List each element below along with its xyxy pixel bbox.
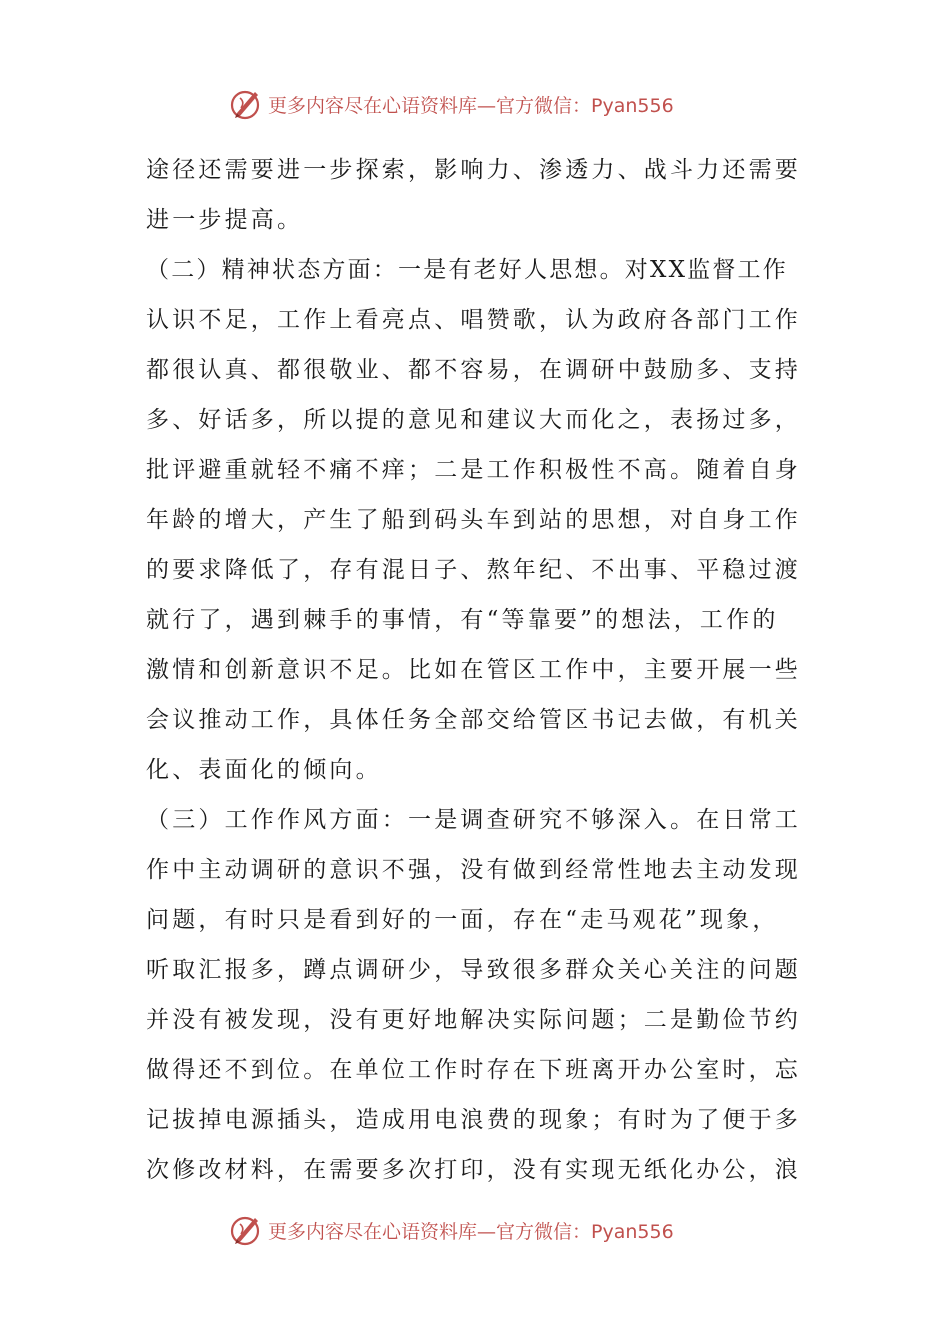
text-line: 会议推动工作，具体任务全部交给管区书记去做，有机关 <box>146 707 801 733</box>
banner-text-id: Pyan556 <box>591 94 674 117</box>
pen-logo-icon <box>228 86 264 122</box>
footer-watermark-banner <box>228 1210 748 1250</box>
banner-text-id: Pyan556 <box>591 1220 674 1243</box>
banner-text-cn: 更多内容尽在心语资料库—官方微信： <box>268 1220 592 1243</box>
text-line: 进一步提高。 <box>146 207 304 233</box>
text-line: 激情和创新意识不足。比如在管区工作中，主要开展一些 <box>146 657 801 683</box>
text-line: 问题，有时只是看到好的一面，存在“走马观花”现象， <box>146 907 779 933</box>
text-line: （二）精神状态方面：一是有老好人思想。对XX监督工作 <box>146 257 788 283</box>
text-line: 认识不足，工作上看亮点、唱赞歌，认为政府各部门工作 <box>146 307 801 333</box>
text-line: 化、表面化的倾向。 <box>146 757 382 783</box>
text-line: 次修改材料，在需要多次打印，没有实现无纸化办公，浪 <box>146 1157 801 1183</box>
text-line: 做得还不到位。在单位工作时存在下班离开办公室时，忘 <box>146 1057 801 1083</box>
banner-text <box>268 1217 674 1244</box>
text-line: 并没有被发现，没有更好地解决实际问题；二是勤俭节约 <box>146 1007 801 1033</box>
header-watermark-banner <box>228 84 748 124</box>
text-line: 都很认真、都很敬业、都不容易，在调研中鼓励多、支持 <box>146 357 801 383</box>
text-line: 就行了，遇到棘手的事情，有“等靠要”的想法，工作的 <box>146 607 779 633</box>
text-line: 作中主动调研的意识不强，没有做到经常性地去主动发现 <box>146 857 801 883</box>
text-line: 批评避重就轻不痛不痒；二是工作积极性不高。随着自身 <box>146 457 801 483</box>
text-line: 年龄的增大，产生了船到码头车到站的思想，对自身工作 <box>146 507 801 533</box>
banner-text <box>268 91 674 118</box>
text-line: 途径还需要进一步探索，影响力、渗透力、战斗力还需要 <box>146 157 801 183</box>
text-line: 的要求降低了，存有混日子、熬年纪、不出事、平稳过渡 <box>146 557 801 583</box>
banner-text-cn: 更多内容尽在心语资料库—官方微信： <box>268 94 592 117</box>
document-body <box>146 145 806 1195</box>
text-line: （三）工作作风方面：一是调查研究不够深入。在日常工 <box>146 807 801 833</box>
text-line: 记拔掉电源插头，造成用电浪费的现象；有时为了便于多 <box>146 1107 801 1133</box>
pen-logo-icon <box>228 1212 264 1248</box>
text-line: 多、好话多，所以提的意见和建议大而化之，表扬过多， <box>146 407 801 433</box>
text-line: 听取汇报多，蹲点调研少，导致很多群众关心关注的问题 <box>146 957 801 983</box>
